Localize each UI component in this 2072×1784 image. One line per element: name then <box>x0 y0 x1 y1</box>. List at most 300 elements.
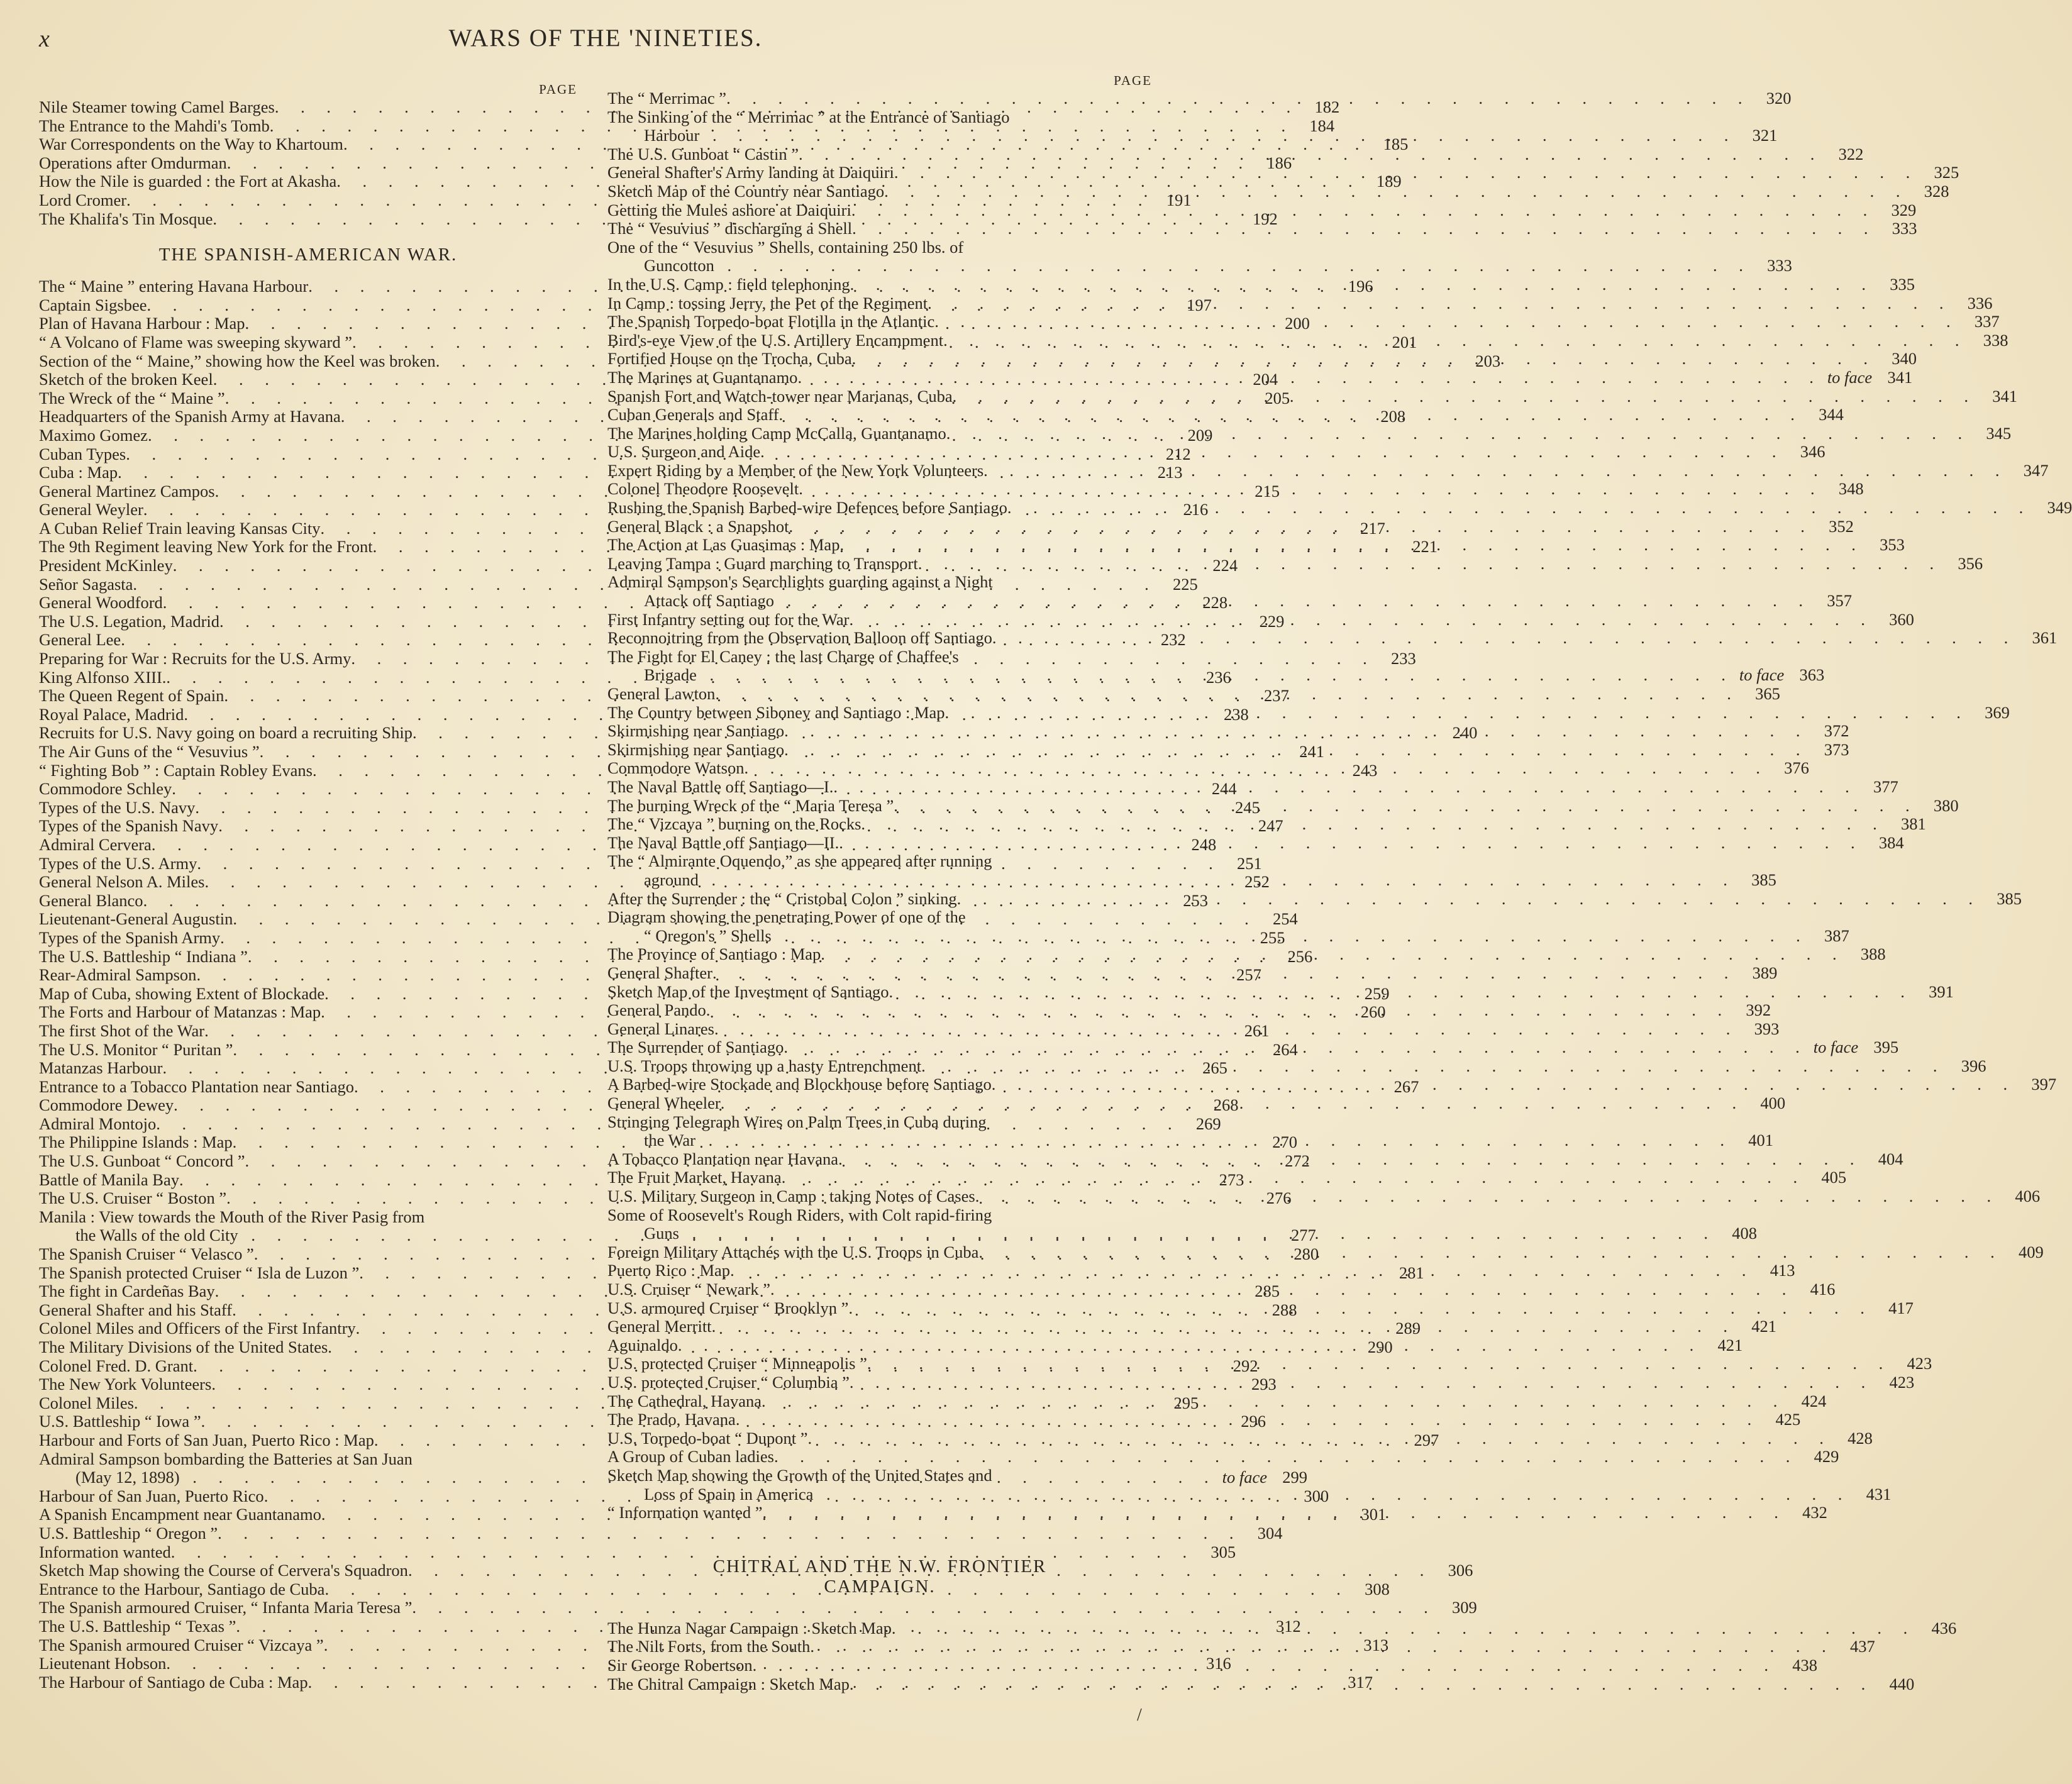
toc-entry-title-text: The Spanish armoured Cruiser, “ Infanta Maria Teresa ” <box>39 1598 413 1617</box>
toc-entry-title-continuation: aground <box>644 870 699 889</box>
toc-entry-page: 288 <box>1271 1300 1297 1319</box>
toc-entry-page: 182 <box>1314 97 1340 116</box>
toc-entry-page: 423 <box>1889 1372 1915 1392</box>
toc-entry-page: 353 <box>1880 535 1905 555</box>
toc-entry-title-text: Information wanted <box>39 1542 171 1561</box>
toc-entry-title-text: Some of Roosevelt's Rough Riders, with Colt rapid-firing <box>607 1205 992 1224</box>
toc-entry-title-text: Sketch Map of the Investment of Santiago <box>607 982 889 1001</box>
toc-entry-page: 325 <box>1934 163 1959 182</box>
dot-leader <box>918 555 1942 573</box>
dot-leader <box>992 1075 2016 1094</box>
toc-entry-page: 384 <box>1878 833 1904 852</box>
running-head: WARS OF THE 'NINETIES. <box>448 25 763 52</box>
toc-entry-title-text: General Linares <box>607 1019 714 1038</box>
toc-entry-title-text: The Wreck of the “ Maine ” <box>39 388 225 407</box>
toc-entry-title-text: U.S. Cruiser “ Newark ” <box>607 1280 771 1299</box>
toc-entry-title-text: General Weyler <box>39 500 143 519</box>
toc-entry-page: 281 <box>1399 1263 1424 1282</box>
toc-entry-title-text: Commodore Watson <box>607 758 745 778</box>
dot-leader <box>782 1168 1806 1187</box>
toc-entry-page: 336 <box>1967 293 1993 313</box>
toc-entry-title-text: Harbour and Forts of San Juan, Puerto Rico : Map <box>39 1430 374 1449</box>
toc-entry-page: 184 <box>1309 116 1335 135</box>
toc-entry-page: 391 <box>1929 982 1954 1001</box>
toc-entry-title-text: Bird's-eye View of the U.S. Artillery Encampment <box>607 330 944 350</box>
toc-entry-title <box>607 1001 1731 1020</box>
toc-entry-page: 401 <box>1748 1131 1773 1150</box>
toc-entry-page: 200 <box>1285 314 1310 333</box>
toc-entry-title-text: Skirmishing near Santiago <box>607 740 785 759</box>
toc-entry-page: 185 <box>1383 135 1409 154</box>
page-header <box>0 24 1211 62</box>
toc-entry-page: 385 <box>1751 870 1776 889</box>
toc-entry-title <box>607 1280 1795 1299</box>
dot-leader <box>894 163 1919 182</box>
toc-entry-title-text: Admiral Montojo <box>39 1114 157 1133</box>
toc-entry-title-text: The U.S. Gunboat “ Castin ” <box>607 144 799 163</box>
toc-entry-title-text: Fortified House on the Trocha, Cuba <box>607 349 852 368</box>
dot-leader <box>867 1355 1892 1373</box>
toc-entry-page: 333 <box>1892 219 1917 238</box>
toc-entry-page: 238 <box>1223 704 1249 724</box>
dot-leader <box>744 759 1768 778</box>
toc-entry-title-text: A Cuban Relief Train leaving Kansas City <box>39 518 321 538</box>
dot-leader <box>852 219 1876 238</box>
dot-leader <box>695 1131 1733 1150</box>
toc-entry-page: 423 <box>1907 1354 1932 1373</box>
toc-entry-page: 352 <box>1829 516 1854 536</box>
toc-entry-title <box>607 1392 1786 1411</box>
toc-entry-title-text: Section of the “ Maine,” showing how the Keel was broken <box>39 351 436 370</box>
toc-entry-page: 436 <box>1931 1618 1957 1637</box>
dot-leader <box>784 741 1809 760</box>
toc-entry-title-text: The Naval Battle off Santiago—I. <box>607 777 834 796</box>
toc-entry-title-text: The Air Guns of the “ Vesuvius ” <box>39 742 260 761</box>
toc-entry-page: 245 <box>1235 797 1260 817</box>
toc-entry-title-text: Maximo Gomez <box>39 425 148 445</box>
toc-entry-title <box>607 145 1823 164</box>
toc-entry-title-text: U.S. armoured Cruiser “ Brooklyn ” <box>607 1298 849 1317</box>
toc-entry-title-text: The “ Merrimac ” <box>607 89 727 108</box>
toc-entry-page: 273 <box>1219 1170 1244 1189</box>
toc-entry-title <box>607 1656 1777 1675</box>
toc-entry-title <box>607 685 1740 704</box>
toc-entry-title-continuation: (May 12, 1898) <box>75 1468 180 1487</box>
toc-entry-title <box>607 1168 1806 1187</box>
toc-entry-title <box>607 834 1864 853</box>
toc-entry-title-text: War Correspondents on the Way to Khartoum <box>39 135 343 154</box>
toc-entry-page: 312 <box>1276 1616 1301 1636</box>
toc-entry-page: 440 <box>1889 1674 1915 1693</box>
toc-entry-title <box>607 722 1809 741</box>
toc-entry-title <box>607 518 1814 536</box>
toc-entry-title-text: Plan of Havana Harbour : Map <box>39 314 245 333</box>
footer-ornament: / <box>1137 1705 1142 1725</box>
dot-leader <box>983 462 2008 480</box>
toc-entry-page: 289 <box>1395 1319 1421 1338</box>
toc-entry-title-text: General Martinez Campos <box>39 481 215 501</box>
toc-entry-title <box>607 852 1736 889</box>
toc-entry-page: 301 <box>1361 1505 1387 1524</box>
toc-entry-title-text: Admiral Sampson bombarding the Batteries at San Juan <box>39 1449 413 1468</box>
toc-entry-title-text: The Entrance to the Mahdi's Tomb <box>39 116 270 135</box>
toc-entry-page: 397 <box>2031 1075 2057 1094</box>
dot-leader <box>1007 499 2032 518</box>
toc-entry-page: 304 <box>1257 1523 1283 1543</box>
dot-leader <box>706 1001 1731 1020</box>
toc-entry-title <box>607 350 1876 368</box>
dot-leader <box>921 1057 1946 1076</box>
toc-entry-title <box>607 573 1812 610</box>
dot-leader <box>726 89 1751 108</box>
toc-entry-title-text: U.S. Surgeon and Aide <box>607 442 761 462</box>
dot-leader <box>712 964 1737 983</box>
toc-entry-title <box>607 890 1981 909</box>
toc-entry-page: 247 <box>1258 816 1283 836</box>
toc-entry-page: 213 <box>1157 463 1183 482</box>
toc-entry-title <box>607 1616 1916 1638</box>
toc-entry-title-text: Sketch of the broken Keel <box>39 370 213 389</box>
toc-entry-title-text: Entrance to the Harbour, Santiago de Cuba <box>39 1579 325 1598</box>
toc-entry-title <box>607 499 2032 518</box>
toc-entry-title-text: General Shafter and his Staff <box>39 1300 233 1319</box>
toc-entry-title-text: Colonel Miles <box>39 1393 134 1412</box>
toc-entry-title-text: Operations after Omdurman <box>39 153 227 172</box>
toc-entry-page: 349 <box>2047 498 2072 518</box>
toc-entry-page: 233 <box>1390 649 1416 668</box>
toc-entry-title-text: Cuban Generals and Staff <box>607 405 779 424</box>
toc-entry-title-text: Manila : View towards the Mouth of the River Pasig from <box>39 1207 425 1226</box>
toc-entry-page: 365 <box>1755 684 1780 703</box>
toc-entry-page: 292 <box>1233 1356 1258 1375</box>
toc-entry-title-text: In the U.S. Camp : field telephoning <box>607 274 850 294</box>
toc-entry-title-text: Sketch Map showing the Course of Cervera's Squadron <box>39 1561 408 1580</box>
toc-entry-title-text: General Lawton <box>607 684 716 703</box>
toc-entry-title-text: The Cathedral, Havana <box>607 1391 762 1410</box>
toc-entry-page: 309 <box>1451 1598 1477 1617</box>
toc-entry-title-text: Reconnoitring from the Observation Balloon off Santiago <box>607 628 992 648</box>
toc-entry-page: 313 <box>1363 1635 1389 1654</box>
dot-leader <box>730 1261 1754 1280</box>
toc-entry-title-text: Entrance to a Tobacco Plantation near Santiago <box>39 1077 354 1096</box>
dot-leader <box>821 945 1845 964</box>
dot-leader <box>839 834 1863 853</box>
toc-entry-title-text: The U.S. Battleship “ Texas ” <box>39 1616 236 1636</box>
toc-entry-title <box>607 1187 2000 1206</box>
toc-entry-page: 393 <box>1754 1019 1780 1038</box>
dot-leader <box>992 629 2017 648</box>
toc-entry-page: 205 <box>1265 388 1290 407</box>
dot-leader <box>712 1317 1736 1336</box>
toc-entry-title-text: “ A Volcano of Flame was sweeping skyward ” <box>39 332 353 352</box>
toc-entry-page: 376 <box>1784 758 1809 778</box>
toc-entry-page: 377 <box>1873 777 1898 796</box>
toc-entry-page: 251 <box>1236 853 1262 873</box>
dot-leader <box>892 1616 1916 1638</box>
dot-leader <box>975 1187 2000 1206</box>
toc-entry-page: 438 <box>1792 1655 1817 1675</box>
toc-entry-title-text: The Action at Las Guasimas : Map <box>607 535 840 555</box>
toc-entry-page: 322 <box>1838 144 1864 163</box>
dot-leader <box>699 126 1737 145</box>
toc-entry-title-text: The Chitral Campaign : Sketch Map <box>607 1674 850 1693</box>
toc-entry-page: 320 <box>1766 89 1792 108</box>
toc-entry-page: 432 <box>1802 1503 1827 1522</box>
toc-entry-page: 269 <box>1195 1114 1221 1133</box>
toc-entry-page: 216 <box>1183 500 1209 519</box>
toc-entry-title <box>607 1038 1858 1057</box>
toc-entry-page: 380 <box>1933 795 1959 815</box>
toc-entry-title <box>607 1504 1787 1522</box>
dot-leader <box>850 1373 1874 1392</box>
toc-entry-title-text: Recruits for U.S. Navy going on board a recruiting Ship <box>39 723 413 743</box>
toc-entry-page: 416 <box>1810 1280 1836 1299</box>
toc-entry-title <box>607 1373 1874 1392</box>
toc-entry-page: 424 <box>1801 1391 1827 1410</box>
toc-entry-title-text: A Barbed-wire Stockade and Blockhouse before Santiago <box>607 1075 992 1094</box>
toc-entry-title-text: The Forts and Harbour of Matanzas : Map <box>39 1002 321 1022</box>
toc-entry-page: 421 <box>1751 1317 1776 1336</box>
toc-entry-title-text: The Hunza Nagar Campaign : Sketch Map <box>607 1618 892 1637</box>
dot-leader <box>679 1224 1717 1243</box>
toc-entry-title-text: The Sinking of the “ Merrimac ” at the Entrance of Santiago <box>607 107 1010 126</box>
toc-entry-page: 268 <box>1213 1095 1239 1115</box>
toc-entry-title-text: Commodore Dewey <box>39 1095 174 1115</box>
toc-entry-title-text: President McKinley <box>39 556 173 575</box>
section-heading-line: CHITRAL AND THE N.W. FRONTIER <box>712 1556 1047 1576</box>
toc-entry-title-text: The U.S. Battleship “ Indiana ” <box>39 946 248 966</box>
toc-entry-title-text: Admiral Cervera <box>39 834 152 854</box>
toc-entry-title-text: The “ Maine ” entering Havana Harbour <box>39 277 309 296</box>
toc-entry-page: 221 <box>1412 537 1438 557</box>
toc-entry-page: 340 <box>1892 349 1917 368</box>
toc-entry-title <box>607 313 1959 331</box>
toc-entry-title <box>607 89 1751 108</box>
toc-entry-title-text: The Spanish armoured Cruiser “ Vizcaya ” <box>39 1635 324 1654</box>
toc-entry-title <box>607 908 1809 945</box>
toc-entry-title-continuation: Loss of Spain in America <box>644 1484 814 1504</box>
toc-entry-page: 257 <box>1236 965 1261 985</box>
dot-leader <box>848 1299 1873 1318</box>
toc-entry-page: 243 <box>1352 760 1378 780</box>
toc-entry-page: 241 <box>1299 742 1324 761</box>
toc-entry-page: 260 <box>1360 1002 1386 1022</box>
toc-entry-title-text: Rear-Admiral Sampson <box>39 965 197 985</box>
toc-entry-title-text: The 9th Regiment leaving New York for the Front <box>39 537 373 557</box>
dot-leader <box>714 256 1752 275</box>
toc-entry-page: 204 <box>1253 370 1278 389</box>
toc-entry-page: 209 <box>1187 425 1213 445</box>
dot-leader <box>779 406 1803 424</box>
toc-entry-title-continuation: the War <box>644 1131 695 1150</box>
toc-entry-page: 261 <box>1244 1021 1270 1040</box>
to-face-note: to face <box>1739 665 1785 685</box>
toc-entry-title-text: General Black : a Snapshot <box>607 516 789 536</box>
toc-entry <box>39 1523 1283 1543</box>
dot-leader <box>850 611 1874 629</box>
toc-entry-title-text: The Surrender of Santiago <box>607 1038 784 1057</box>
toc-entry-title-text: The “ Almirante Oquendo,” as she appeared after running <box>607 851 992 871</box>
toc-entry-title <box>607 778 1858 797</box>
toc-entry-title <box>607 1448 1798 1466</box>
toc-entry-title <box>607 1094 1745 1113</box>
toc-entry-title-text: The Queen Regent of Spain <box>39 686 224 706</box>
toc-entry-title-text: Sketch Map of the Country near Santiago <box>607 181 885 201</box>
toc-entry-title <box>607 741 1809 760</box>
toc-entry-title-text: The U.S. Cruiser “ Boston ” <box>39 1188 227 1208</box>
toc-entry-title-text: The fight in Cardeñas Bay <box>39 1282 215 1301</box>
dot-leader <box>797 368 1822 387</box>
dot-leader <box>808 1429 1832 1448</box>
toc-entry-page: 357 <box>1827 591 1853 611</box>
toc-entry-page: 396 <box>1961 1056 1986 1075</box>
toc-entry-page: 341 <box>1887 367 1913 387</box>
toc-entry-title <box>607 1206 1717 1243</box>
toc-entry-title-text: The U.S. Gunboat “ Concord ” <box>39 1151 245 1171</box>
toc-entry-title <box>607 964 1737 983</box>
toc-entry-page: 389 <box>1752 963 1778 982</box>
toc-entry-title <box>607 555 1942 573</box>
toc-entry-page: 413 <box>1770 1261 1795 1280</box>
dot-leader <box>957 890 1981 909</box>
toc-entry-title-text: General Wheeler <box>607 1094 721 1113</box>
toc-entry-title-text: U.S. Troops throwing up a hasty Entrenchment <box>607 1056 922 1075</box>
page-label: PAGE <box>1114 73 1152 88</box>
toc-entry-title-text: Spanish Fort and Watch-tower near Marianas, Cuba <box>607 386 953 406</box>
toc-entry-page: 385 <box>1997 889 2022 908</box>
toc-entry-page: 297 <box>1414 1430 1439 1449</box>
toc-entry-title-text: The U.S. Legation, Madrid <box>39 611 220 631</box>
page-label: PAGE <box>539 82 577 97</box>
toc-entry-title-continuation: “ Oregon's ” Shells <box>644 926 772 945</box>
dot-leader <box>850 275 1875 294</box>
toc-entry-title-continuation: the Walls of the old City <box>75 1226 238 1245</box>
toc-entry-title-text: Admiral Sampson's Searchlights guarding against a Night <box>607 572 993 592</box>
toc-entry-title <box>607 1637 1835 1656</box>
toc-entry <box>39 1542 1236 1562</box>
dot-leader <box>770 1280 1795 1299</box>
dot-leader <box>721 1094 1745 1113</box>
dot-leader <box>753 1656 1777 1675</box>
toc-entry-page: 417 <box>1888 1298 1914 1317</box>
toc-entry-page: 276 <box>1266 1188 1292 1208</box>
toc-entry-page: 225 <box>1173 574 1198 594</box>
toc-entry-page: 437 <box>1850 1637 1875 1656</box>
toc-entry-title-text: The first Shot of the War <box>39 1021 205 1040</box>
toc-entry-page: 237 <box>1264 686 1289 706</box>
toc-entry-title-text: Types of the U.S. Navy <box>39 797 196 817</box>
toc-entry-title-text: General Lee <box>39 630 121 650</box>
toc-entry <box>607 219 1917 238</box>
toc-entry-title-text: The U.S. Monitor “ Puritan ” <box>39 1039 233 1059</box>
toc-entry-title-text: The “ Vesuvius ” discharging a Shell <box>607 219 853 238</box>
toc-entry-page: 299 <box>1282 1468 1307 1487</box>
toc-entry-title <box>607 1466 1851 1504</box>
toc-entry-title-text: Harbour of San Juan, Puerto Rico <box>39 1486 264 1505</box>
dot-leader <box>946 424 1971 443</box>
toc-entry-title-text: General Nelson A. Miles <box>39 872 205 892</box>
dot-leader <box>699 870 1736 889</box>
toc-entry-title <box>607 387 1977 406</box>
toc-entry-title <box>607 201 1876 220</box>
toc-entry-title <box>607 182 1909 201</box>
toc-entry <box>39 1598 1477 1617</box>
to-face-note: to face <box>1222 1468 1267 1487</box>
toc-entry-title-text: The Military Divisions of the United States <box>39 1338 328 1356</box>
dot-leader <box>799 145 1823 164</box>
toc-entry-page: 388 <box>1860 945 1886 964</box>
toc-entry-title-text: A Group of Cuban ladies <box>607 1447 774 1466</box>
toc-entry-page: 191 <box>1166 190 1192 209</box>
toc-entry-title-text: U.S. protected Cruiser “ Minneapolis ” <box>607 1354 867 1373</box>
toc-entry-page: 306 <box>1448 1561 1473 1580</box>
toc-entry-title-text: Señor Sagasta <box>39 574 133 594</box>
dot-leader <box>889 983 1913 1002</box>
toc-entry-title <box>607 1261 1754 1280</box>
toc-entry-title-text: The Prado, Havana <box>607 1410 736 1429</box>
toc-entry-title <box>607 759 1769 778</box>
toc-entry-title <box>607 406 1803 424</box>
toc-entry-title-text: Sir George Robertson <box>607 1655 753 1675</box>
toc-entry-page: 203 <box>1475 351 1501 370</box>
toc-entry-title <box>607 294 1952 313</box>
toc-entry-title <box>607 480 1824 499</box>
toc-entry-page: 217 <box>1360 518 1385 538</box>
toc-entry-title-text: U.S. protected Cruiser “ Columbia ” <box>607 1372 850 1392</box>
toc-entry-title-text: U.S. Battleship “ Iowa ” <box>39 1412 201 1431</box>
toc-entry-page: 253 <box>1183 890 1208 910</box>
toc-entry-page: 215 <box>1255 481 1280 501</box>
toc-entry-title <box>607 368 1872 387</box>
toc-entry-page: 428 <box>1848 1428 1873 1448</box>
toc-entry-title <box>607 462 2008 480</box>
toc-entry-title-text: Map of Cuba, showing Extent of Blockade <box>39 983 325 1003</box>
toc-entry-title <box>607 1243 2003 1262</box>
toc-entry-title-text: The Marines holding Camp McCalla, Guantanamo <box>607 423 946 443</box>
toc-entry-title <box>607 1410 1760 1429</box>
dot-leader <box>784 722 1809 741</box>
toc-entry-title-text: General Merritt <box>607 1317 712 1336</box>
toc-entry-title <box>607 1150 1863 1169</box>
dot-leader <box>774 1448 1798 1466</box>
dot-leader <box>850 1672 1874 1694</box>
toc-entry-title-text: Colonel Miles and Officers of the First Infantry <box>39 1319 356 1338</box>
toc-entry-title <box>607 797 1919 816</box>
toc-entry-title-text: U.S. Battleship “ Oregon ” <box>39 1523 218 1543</box>
toc-entry-title-text: “ Fighting Bob ” : Captain Robley Evans <box>39 760 313 780</box>
toc-entry-title-text: General Shafter's Army landing at Daiquiri <box>607 163 894 182</box>
toc-entry-title-text: Lord Cromer <box>39 190 127 209</box>
toc-entry-page: 272 <box>1285 1151 1310 1171</box>
dot-leader <box>953 387 1977 406</box>
toc-entry-title-text: Types of the Spanish Army <box>39 928 221 947</box>
toc-entry-page: 328 <box>1924 181 1949 201</box>
toc-entry-title-text: The Spanish Cruiser “ Velasco ” <box>39 1244 254 1264</box>
toc-entry-title <box>607 331 1968 350</box>
toc-entry-title <box>607 1057 1946 1076</box>
toc-entry-title <box>607 163 1919 182</box>
toc-entry-title-text: The Fruit Market, Havana <box>607 1168 782 1187</box>
toc-entry-page: 429 <box>1814 1447 1839 1466</box>
dot-leader <box>697 665 1734 684</box>
dot-leader <box>838 1150 1863 1169</box>
toc-entry-title <box>607 1075 2016 1094</box>
toc-entry-page: 316 <box>1206 1654 1231 1673</box>
toc-entry-page: 308 <box>1365 1579 1390 1598</box>
toc-entry-title-text: Expert Riding by a Member of the New York Volunteers <box>607 460 984 480</box>
toc-entry-title-text: Types of the U.S. Army <box>39 853 197 873</box>
toc-entry-title-text: The Spanish Torpedo-boat Flotilla in the Atlantic <box>607 312 935 331</box>
